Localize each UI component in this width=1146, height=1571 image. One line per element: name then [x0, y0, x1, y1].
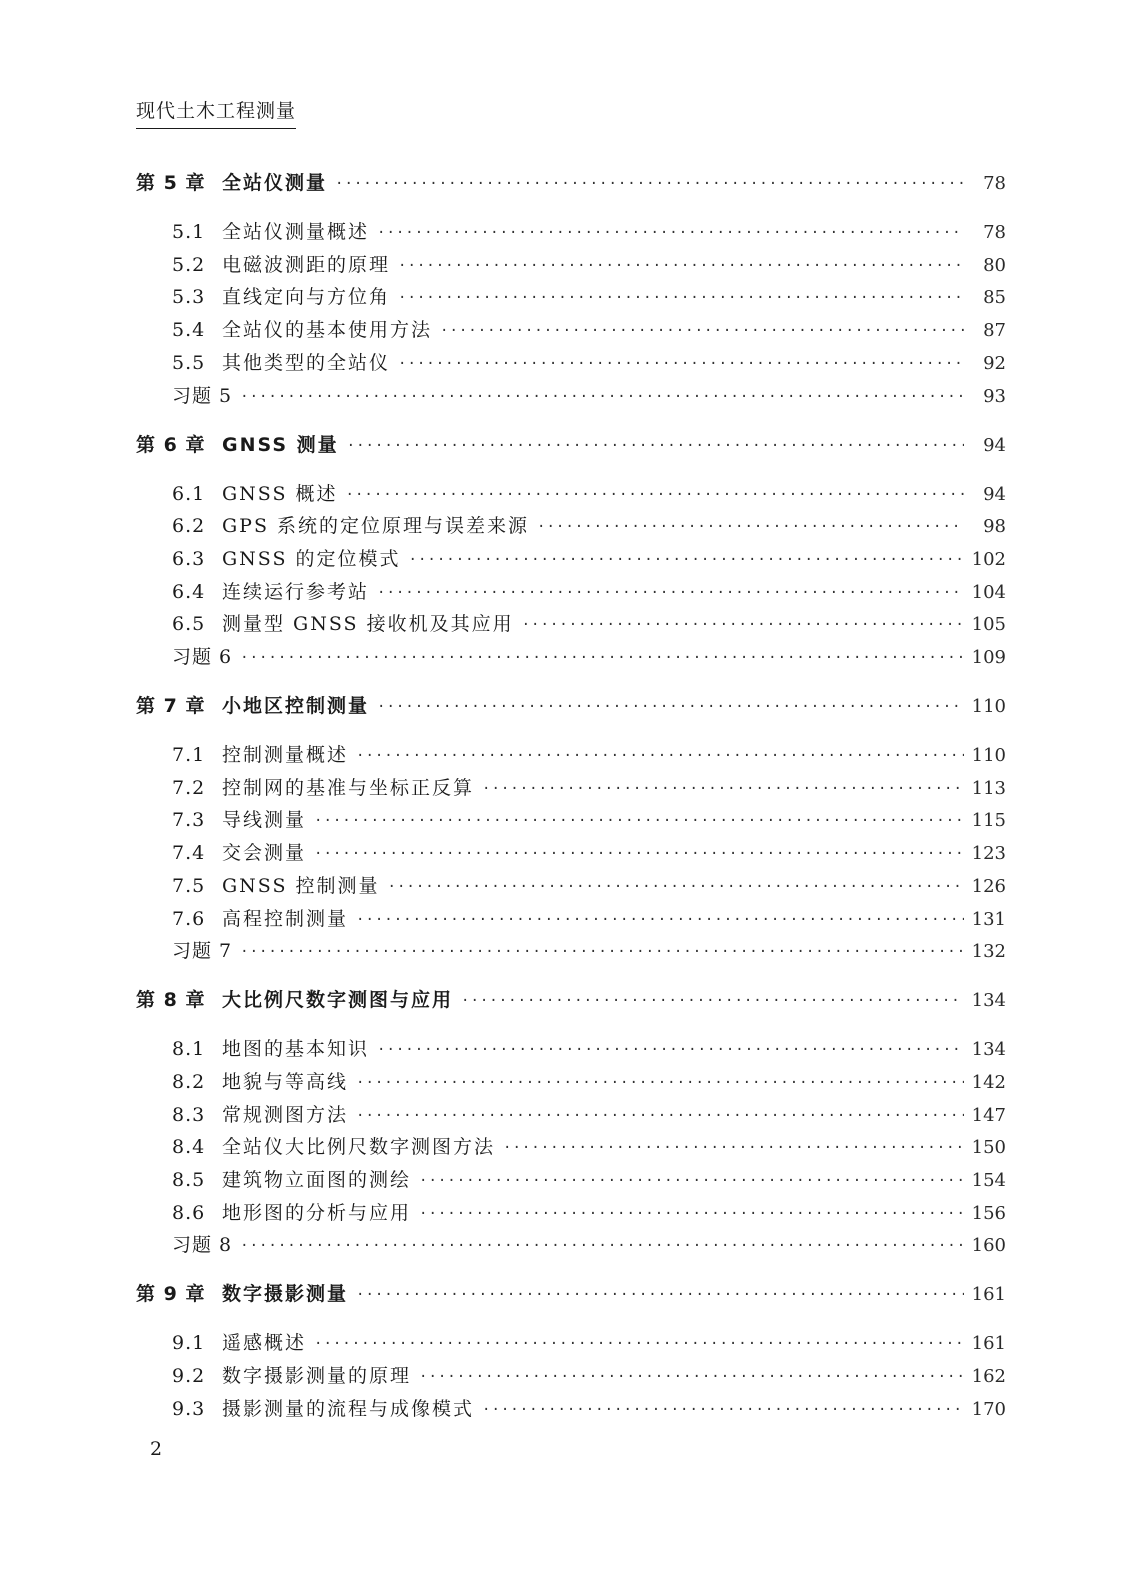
dot-leader: [240, 650, 964, 666]
chapter-entry[interactable]: [136, 691, 1006, 717]
page-ref: 109: [971, 647, 1006, 668]
page-ref: 150: [971, 1137, 1006, 1159]
section-number: 6.2: [172, 515, 206, 538]
dot-leader: [388, 879, 964, 895]
section-entry[interactable]: [172, 348, 1006, 374]
section-title: 数字摄影测量的原理: [222, 1365, 412, 1388]
page-ref: 142: [971, 1071, 1006, 1093]
section-entry[interactable]: [172, 805, 1006, 831]
page-number: 2: [150, 1438, 163, 1460]
section-entry[interactable]: [172, 871, 1006, 897]
section-entry[interactable]: [172, 773, 1006, 799]
section-title: 建筑物立面图的测绘: [222, 1169, 412, 1191]
section-entry[interactable]: [172, 1361, 1006, 1387]
dot-leader: [356, 1287, 964, 1303]
section-number: 7.6: [172, 907, 206, 930]
exercise-label: 习题 5: [172, 384, 233, 407]
page-ref: 123: [971, 843, 1006, 865]
section-title: 导线测量: [222, 809, 307, 832]
section-entry[interactable]: [172, 1132, 1006, 1158]
chapter-label: 第 5 章: [136, 172, 206, 194]
running-head: 现代土木工程测量: [136, 96, 296, 129]
page-ref: 134: [971, 1039, 1006, 1061]
section-entry[interactable]: [172, 1165, 1006, 1191]
section-number: 5.4: [172, 319, 206, 342]
chapter-title: 数字摄影测量: [222, 1283, 349, 1306]
dot-leader: [482, 781, 964, 797]
section-title: GNSS 的定位模式: [222, 547, 401, 570]
chapter-label: 第 8 章: [136, 989, 206, 1012]
section-title: 连续运行参考站: [222, 580, 370, 603]
page-ref: 80: [983, 254, 1006, 276]
page-ref: 78: [983, 222, 1006, 243]
section-number: 5.2: [172, 253, 206, 276]
dot-leader: [398, 356, 964, 372]
page-ref: 102: [971, 548, 1006, 570]
section-title: 全站仪测量概述: [222, 221, 370, 243]
dot-leader: [409, 552, 964, 568]
section-title: 交会测量: [222, 842, 307, 865]
section-entry[interactable]: [172, 511, 1006, 537]
section-number: 6.3: [172, 547, 206, 570]
dot-leader: [522, 617, 964, 633]
page-ref: 162: [971, 1366, 1006, 1388]
chapter-label: 第 9 章: [136, 1283, 206, 1306]
section-number: 8.1: [172, 1038, 206, 1061]
section-title: 常规测图方法: [222, 1103, 349, 1126]
dot-leader: [419, 1206, 964, 1222]
section-title: 直线定向与方位角: [222, 286, 391, 309]
chapter-entry[interactable]: [136, 430, 1006, 456]
section-entry[interactable]: [172, 609, 1006, 635]
chapter-title: GNSS 测量: [222, 433, 339, 456]
section-number: 9.2: [172, 1365, 206, 1388]
page-ref: 93: [983, 385, 1006, 407]
section-title: 控制网的基准与坐标正反算: [222, 776, 475, 799]
chapter-title: 大比例尺数字测图与应用: [222, 989, 454, 1012]
section-number: 8.5: [172, 1169, 206, 1191]
section-entry[interactable]: [172, 250, 1006, 276]
section-title: 地貌与等高线: [222, 1070, 349, 1093]
section-title: 地形图的分析与应用: [222, 1201, 412, 1224]
section-entry[interactable]: [172, 282, 1006, 308]
page-ref: 98: [983, 516, 1006, 538]
section-entry[interactable]: [172, 1198, 1006, 1224]
chapter-label: 第 6 章: [136, 433, 206, 456]
page-ref: 161: [971, 1333, 1006, 1355]
section-number: 5.3: [172, 286, 206, 309]
exercise-entry[interactable]: [172, 936, 1006, 962]
dot-leader: [314, 846, 964, 862]
exercise-label: 习题 6: [172, 646, 233, 668]
page-ref: 110: [971, 745, 1006, 766]
section-number: 7.5: [172, 874, 206, 897]
section-number: 7.3: [172, 809, 206, 832]
page-ref: 160: [971, 1235, 1006, 1257]
section-title: 遥感概述: [222, 1332, 307, 1355]
dot-leader: [356, 1108, 964, 1124]
section-entry[interactable]: [172, 577, 1006, 603]
page-ref: 161: [971, 1284, 1006, 1306]
section-title: GNSS 控制测量: [222, 874, 380, 897]
exercise-label: 习题 8: [172, 1234, 233, 1257]
section-number: 9.3: [172, 1397, 206, 1420]
dot-leader: [398, 258, 964, 274]
section-number: 8.6: [172, 1201, 206, 1224]
section-title: 电磁波测距的原理: [222, 253, 391, 276]
section-number: 5.1: [172, 221, 206, 243]
section-entry[interactable]: [172, 1034, 1006, 1060]
chapter-entry[interactable]: [136, 1279, 1006, 1305]
dot-leader: [419, 1369, 964, 1385]
page-ref: 85: [983, 287, 1006, 309]
page-ref: 110: [971, 696, 1006, 717]
dot-leader: [240, 389, 964, 405]
section-number: 9.1: [172, 1332, 206, 1355]
section-number: 8.4: [172, 1136, 206, 1159]
section-number: 7.2: [172, 776, 206, 799]
exercise-label: 习题 7: [172, 940, 233, 963]
section-number: 7.1: [172, 744, 206, 766]
page-ref: 78: [983, 173, 1006, 194]
page-ref: 104: [971, 581, 1006, 603]
section-title: 全站仪大比例尺数字测图方法: [222, 1136, 496, 1159]
page-ref: 154: [971, 1170, 1006, 1191]
dot-leader: [377, 585, 964, 601]
dot-leader: [377, 699, 964, 715]
section-entry[interactable]: [172, 1067, 1006, 1093]
section-title: 控制测量概述: [222, 744, 349, 766]
section-entry[interactable]: [172, 838, 1006, 864]
page-ref: 132: [971, 941, 1006, 963]
page-ref: 126: [971, 875, 1006, 897]
page-ref: 87: [983, 320, 1006, 342]
section-entry[interactable]: [172, 1328, 1006, 1354]
section-entry[interactable]: [172, 217, 1006, 243]
chapter-title: 小地区控制测量: [222, 695, 370, 717]
page-ref: 94: [983, 483, 1006, 505]
page-ref: 92: [983, 352, 1006, 374]
section-number: 6.5: [172, 613, 206, 636]
dot-leader: [482, 1402, 964, 1418]
chapter-label: 第 7 章: [136, 695, 206, 717]
page-ref: 115: [971, 810, 1006, 832]
dot-leader: [419, 1173, 964, 1189]
dot-leader: [314, 1336, 964, 1352]
page-ref: 113: [971, 777, 1006, 799]
dot-leader: [314, 813, 964, 829]
section-number: 5.5: [172, 351, 206, 374]
exercise-entry[interactable]: [172, 1230, 1006, 1256]
page-ref: 134: [971, 990, 1006, 1012]
dot-leader: [461, 993, 964, 1009]
section-entry[interactable]: [172, 544, 1006, 570]
dot-leader: [356, 1075, 964, 1091]
section-number: 6.1: [172, 482, 206, 505]
dot-leader: [356, 748, 964, 764]
section-title: GPS 系统的定位原理与误差来源: [222, 515, 530, 538]
section-title: 摄影测量的流程与成像模式: [222, 1397, 475, 1420]
dot-leader: [440, 323, 964, 339]
page-ref: 94: [983, 434, 1006, 456]
dot-leader: [347, 438, 964, 454]
dot-leader: [537, 519, 964, 535]
section-title: GNSS 概述: [222, 482, 338, 505]
section-title: 全站仪的基本使用方法: [222, 319, 433, 342]
dot-leader: [240, 1238, 964, 1254]
page-ref: 170: [971, 1398, 1006, 1420]
dot-leader: [503, 1140, 964, 1156]
section-entry[interactable]: [172, 315, 1006, 341]
section-number: 6.4: [172, 580, 206, 603]
dot-leader: [398, 290, 964, 306]
exercise-entry[interactable]: [172, 381, 1006, 407]
chapter-title: 全站仪测量: [222, 172, 328, 194]
section-entry[interactable]: [172, 740, 1006, 766]
section-entry[interactable]: [172, 1394, 1006, 1420]
page-ref: 156: [971, 1202, 1006, 1224]
dot-leader: [377, 1042, 964, 1058]
dot-leader: [356, 912, 964, 928]
section-title: 测量型 GNSS 接收机及其应用: [222, 613, 514, 636]
dot-leader: [240, 944, 964, 960]
page-ref: 147: [971, 1104, 1006, 1126]
page-ref: 131: [971, 908, 1006, 930]
section-title: 其他类型的全站仪: [222, 351, 391, 374]
dot-leader: [335, 176, 964, 192]
page-ref: 105: [971, 614, 1006, 636]
section-number: 7.4: [172, 842, 206, 865]
section-entry[interactable]: [172, 904, 1006, 930]
section-title: 地图的基本知识: [222, 1038, 370, 1061]
chapter-entry[interactable]: [136, 985, 1006, 1011]
section-entry[interactable]: [172, 479, 1006, 505]
dot-leader: [377, 225, 964, 241]
section-number: 8.3: [172, 1103, 206, 1126]
chapter-entry[interactable]: [136, 168, 1006, 194]
section-number: 8.2: [172, 1070, 206, 1093]
exercise-entry[interactable]: [172, 642, 1006, 668]
dot-leader: [346, 487, 964, 503]
section-title: 高程控制测量: [222, 907, 349, 930]
section-entry[interactable]: [172, 1100, 1006, 1126]
